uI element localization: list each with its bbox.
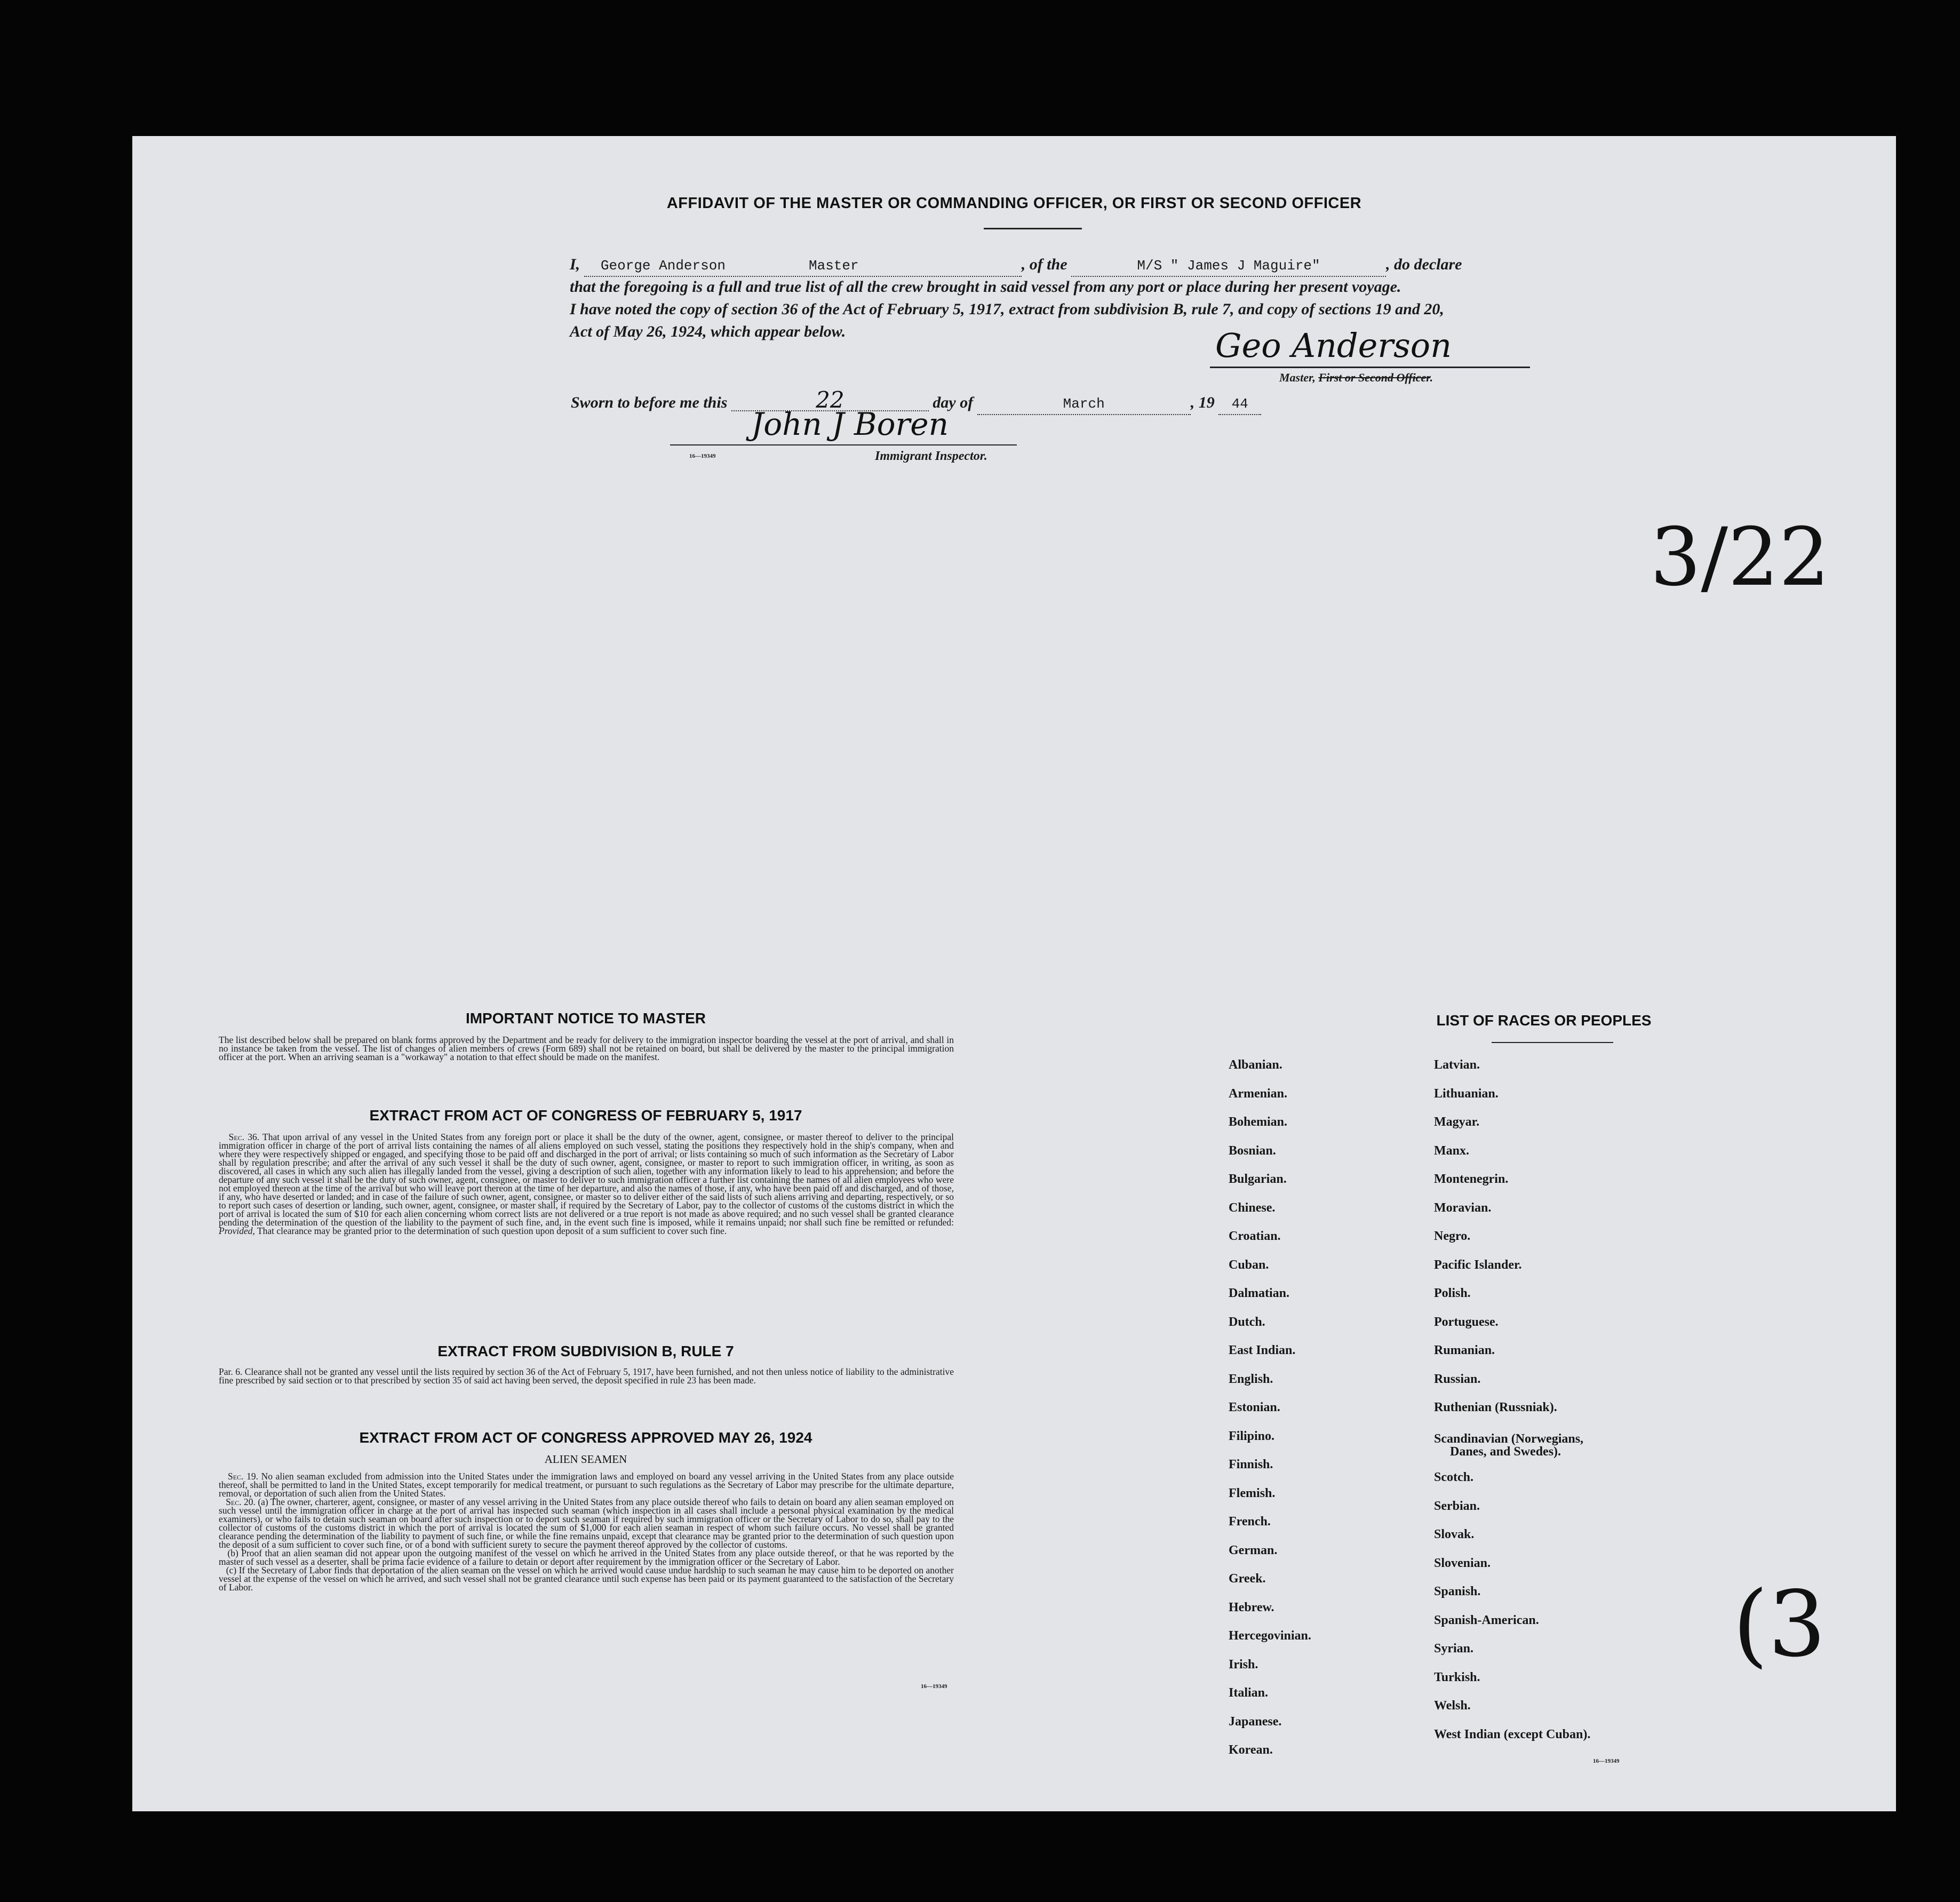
declare-text: , do declare (1386, 256, 1462, 273)
affidavit-pre-name: I, (570, 256, 580, 273)
race-item: Manx. (1434, 1143, 1469, 1158)
race-item: Serbian. (1434, 1499, 1480, 1513)
sec-20a-text: (a) The owner, charterer, agent, consignee, or master of any vessel arriving in the United States from any place outside thereof who fails to detain on board any alien seaman employed on such vessel until the immigration officer in charge at the port of arrival has inspected such seaman (which inspection in all cases shall include a personal physical examination by the medical examiners), or who fails to detain such seaman on board after such inspection or to deport such seaman if required by such immigration officer or the Secretary of Labor to do so, shall pay to the collector of customs of the customs district in which the port of arrival is located the sum of $1,000 for each alien seaman in respect of whom such failure occurs. No vessel shall be granted clearance pending the determination of the liability to payment of such fine, or while the fine remains unpaid, except that clearance may be granted prior to the determination of such question upon the deposit of a sum sufficient to cover such fine, or of a bond with sufficient surety to secure the payment thereof approved by the collector of customs. (219, 1497, 954, 1550)
sec-20c-paragraph (219, 1566, 954, 1591)
race-item: Bohemian. (1229, 1115, 1288, 1129)
proviso-text: Provided, (219, 1225, 255, 1236)
rule-7-title: EXTRACT FROM SUBDIVISION B, RULE 7 (437, 1343, 734, 1359)
race-item: Dutch. (1229, 1315, 1265, 1329)
sec-19-label: Sec. 19. (227, 1471, 258, 1482)
sworn-prefix: Sworn to before me this (571, 394, 728, 411)
vessel-name: M/S " James J Maguire" (1137, 258, 1320, 274)
affidavit-title: AFFIDAVIT OF THE MASTER OR COMMANDING OFFICER, OR FIRST OR SECOND OFFICER (666, 195, 1362, 212)
race-item: Negro. (1434, 1229, 1471, 1243)
vessel-field (1071, 256, 1386, 277)
struck-officer-text: First or Second Officer (1318, 371, 1430, 384)
notice-title: IMPORTANT NOTICE TO MASTER (465, 1010, 706, 1026)
race-item: Greek. (1229, 1572, 1266, 1586)
race-item: Magyar. (1434, 1115, 1480, 1129)
sec-20b-paragraph (219, 1549, 954, 1566)
race-item: Welsh. (1434, 1699, 1471, 1713)
sworn-day: 22 (731, 390, 929, 411)
race-item: Slovenian. (1434, 1556, 1491, 1570)
race-item: Spanish. (1434, 1585, 1481, 1599)
title-divider (984, 228, 1082, 229)
race-item: Estonian. (1229, 1400, 1280, 1414)
race-item: Croatian. (1229, 1229, 1281, 1243)
sec-20-label: Sec. 20. (226, 1497, 256, 1507)
races-form-number: 16—19349 (1593, 1758, 1620, 1764)
affidavit-form-number: 16—19349 (689, 453, 716, 459)
race-item: Albanian. (1229, 1058, 1282, 1072)
races-left-column (1229, 1058, 1442, 1757)
inspector-signature-line (670, 444, 1017, 445)
race-item: Lithuanian. (1434, 1086, 1499, 1101)
race-item: Portuguese. (1434, 1315, 1499, 1329)
race-item: Polish. (1434, 1286, 1471, 1300)
extract-1924-text (219, 1472, 954, 1591)
extract-1917-text (219, 1133, 954, 1235)
master-caption (1279, 371, 1433, 385)
race-item: Scotch. (1434, 1470, 1473, 1485)
race-item: Korean. (1229, 1743, 1273, 1757)
races-title-divider (1492, 1042, 1613, 1043)
race-item: Japanese. (1229, 1714, 1282, 1729)
sec-20a-paragraph (219, 1498, 954, 1549)
race-item: English. (1229, 1372, 1273, 1386)
race-item: West Indian (except Cuban). (1434, 1727, 1591, 1741)
race-item: Latvian. (1434, 1058, 1480, 1072)
scandinavian-continuation: Danes, and Swedes). (1450, 1445, 1561, 1459)
race-item: Dalmatian. (1229, 1286, 1289, 1300)
affidavit-line-4: Act of May 26, 1924, which appear below. (570, 323, 846, 340)
master-signature-line (1210, 367, 1530, 368)
extract-1924-title: EXTRACT FROM ACT OF CONGRESS APPROVED MAY 26, 1924 (359, 1429, 812, 1446)
race-item: French. (1229, 1515, 1271, 1529)
race-item: Italian. (1229, 1686, 1269, 1700)
sec-19-text: No alien seaman excluded from admission into the United States under the immigration laws and employed on board any vessel arriving in the United States from any place outside thereof, shall be permitted to land in the United States, except temporarily for medical treatment, or pursuant to such regulations as the Secretary of Labor may prescribe for the ultimate departure, removal, or deportation of such alien from the United States. (219, 1471, 954, 1499)
handwritten-date-note: 3/22 (1650, 511, 1830, 604)
sec-36-text: That upon arrival of any vessel in the United States from any foreign port or place it shall be the duty of the owner, agent, consignee, or master thereof to deliver to the principal immigration officer in charge of the port of arrival lists containing the names of all aliens employed on such vessel, stating the positions they respectively hold in the ship's company, when and where they were respectively shipped or engaged, and specifying those to be paid off and discharged in the port of arrival; or lists containing so much of such information as the Secretary of Labor shall by regulation prescribe; and after the arrival of any such vessel it shall be the duty of such owner, agent, consignee, or master to report to such immigration officer, in writing, as soon as discovered, all cases in which any such alien has illegally landed from the vessel, giving a description of such alien, together with any information likely to lead to his apprehension; and before the departure of any such vessel it shall be the duty of such owner, agent, consignee, or master to deliver to such immigration officer a further list containing the names of all alien employees who were not employed thereon at the time of the arrival but who will leave port thereon at the time of her departure, and also the names of those, if any, who have been paid off and discharged, and of those, if any, who have deserted or landed; and in case of the failure of such owner, agent, consignee, or master so to deliver either of the said lists of such aliens arriving and departing, respectively, or so to report such cases of desertion or landing, such owner, agent, consignee, or master shall, if required by the Secretary of Labor, pay to the collector of customs of the customs district in which the port of arrival is located the sum of $10 for each alien concerning whom correct lists are not delivered or a true report is not made as above required; and no such vessel shall be granted clearance pending the determination of the question of the liability to the payment of such fine, and, in the event such fine is imposed, while it remains unpaid; nor shall such fine be remitted or refunded: (219, 1132, 954, 1228)
race-item: Flemish. (1229, 1486, 1276, 1500)
race-item: Bulgarian. (1229, 1172, 1287, 1186)
affidavit-line-3: I have noted the copy of section 36 of the Act of February 5, 1917, extract from subdivision B, rule 7, and copy of sections 19 and 20, (570, 300, 1444, 318)
sworn-year: 44 (1218, 394, 1261, 415)
race-item: Russian. (1434, 1372, 1481, 1386)
master-name-field (584, 256, 1022, 277)
race-item: Filipino. (1229, 1429, 1275, 1443)
master-signature: Geo Anderson (1215, 326, 1452, 365)
race-item: Pacific Islander. (1434, 1258, 1522, 1272)
master-name: George Anderson (600, 258, 726, 274)
of-the-text: , of the (1021, 256, 1067, 273)
race-item: Ruthenian (Russniak). (1434, 1400, 1557, 1414)
master-rank: Master (808, 258, 859, 274)
race-item: Hercegovinian. (1229, 1629, 1311, 1643)
race-item: Syrian. (1434, 1642, 1474, 1656)
race-item: Rumanian. (1434, 1343, 1495, 1357)
sec-19-paragraph (219, 1472, 954, 1498)
race-item: Chinese. (1229, 1200, 1276, 1215)
handwritten-page-mark: (3 (1733, 1572, 1826, 1677)
extract-1917-title: EXTRACT FROM ACT OF CONGRESS OF FEBRUARY 5, 1917 (369, 1107, 802, 1124)
races-title: LIST OF RACES OR PEOPLES (1436, 1012, 1652, 1029)
master-caption-title: Master, (1279, 371, 1319, 384)
inspector-caption: Immigrant Inspector. (875, 449, 987, 463)
sec-20b-text: (b) Proof that an alien seaman did not appear upon the outgoing manifest of the vessel on which he arrived in the United States from any place outside thereof, or that he was reported by the master of such vessel as a deserter, shall be prima facie evidence of a failure to detain or deport after requirement by the immigration officer or the Secretary of Labor. (219, 1548, 954, 1567)
race-item: Turkish. (1434, 1670, 1480, 1684)
affidavit-line-1 (570, 254, 1462, 277)
race-item: Hebrew. (1229, 1600, 1274, 1614)
document-page (132, 136, 1896, 1811)
race-item: Irish. (1229, 1657, 1258, 1672)
inspector-signature: John J Boren (751, 406, 949, 442)
rule-7-text: Par. 6. Clearance shall not be granted any vessel until the lists required by section 36 of the Act of February 5, 1917, have been furnished, and not then unless notice of liability to the administrative fine prescribed by said section or to that prescribed by section 35 of said act having been served, the deposit specified in rule 23 has been made. (219, 1366, 954, 1386)
sec-36-label: Sec. 36. (228, 1132, 260, 1142)
race-item: Spanish-American. (1434, 1613, 1539, 1627)
race-item: Slovak. (1434, 1527, 1475, 1542)
notice-text: The list described below shall be prepared on blank forms approved by the Department and be ready for delivery to the immigration inspector boarding the vessel at the port of arrival, and shall in no instance be taken from the vessel. The list of changes of alien members of crews (Form 689) shall not be retained on board, but shall be delivered by the master to the principal immigration officer at the port. When an arriving seaman is a "workaway" a notation to that effect should be made on the manifest. (219, 1034, 954, 1062)
master-caption-end: . (1430, 371, 1433, 384)
race-item: Scandinavian (Norwegians, (1434, 1431, 1584, 1446)
sec-20c-text: (c) If the Secretary of Labor finds that deportation of the alien seaman on the vessel on which he arrived would cause undue hardship to such seaman he may cause him to be deported on another vessel at the expense of the vessel on which he arrived, and such vessel shall not be granted clearance until such expense has been paid or its payment guaranteed to the satisfaction of the Secretary of Labor. (219, 1565, 954, 1593)
sworn-month: March (977, 394, 1191, 415)
race-item: Finnish. (1229, 1458, 1273, 1471)
race-item: Armenian. (1229, 1086, 1287, 1101)
punch-hole (1893, 1590, 1918, 1615)
races-right-column (1434, 1058, 1765, 1741)
race-item: Moravian. (1434, 1200, 1492, 1215)
race-item: Montenegrin. (1434, 1172, 1509, 1186)
race-item: Cuban. (1229, 1258, 1269, 1272)
race-item: Bosnian. (1229, 1143, 1276, 1158)
page-mark-number: 3 (1768, 1572, 1826, 1677)
alien-seamen-subtitle: ALIEN SEAMEN (544, 1453, 627, 1466)
sec-36-text-end: That clearance may be granted prior to the determination of such question upon deposit of a sum sufficient to cover such fine. (257, 1225, 727, 1236)
day-of-text: day of (933, 394, 974, 411)
extract-form-number: 16—19349 (921, 1683, 947, 1690)
punch-hole (1893, 1507, 1918, 1533)
race-item: East Indian. (1229, 1343, 1296, 1357)
year-prefix: , 19 (1190, 394, 1215, 411)
race-item: German. (1229, 1543, 1278, 1557)
affidavit-line-2: that the foregoing is a full and true list of all the crew brought in said vessel from any port or place during her present voyage. (570, 278, 1401, 296)
